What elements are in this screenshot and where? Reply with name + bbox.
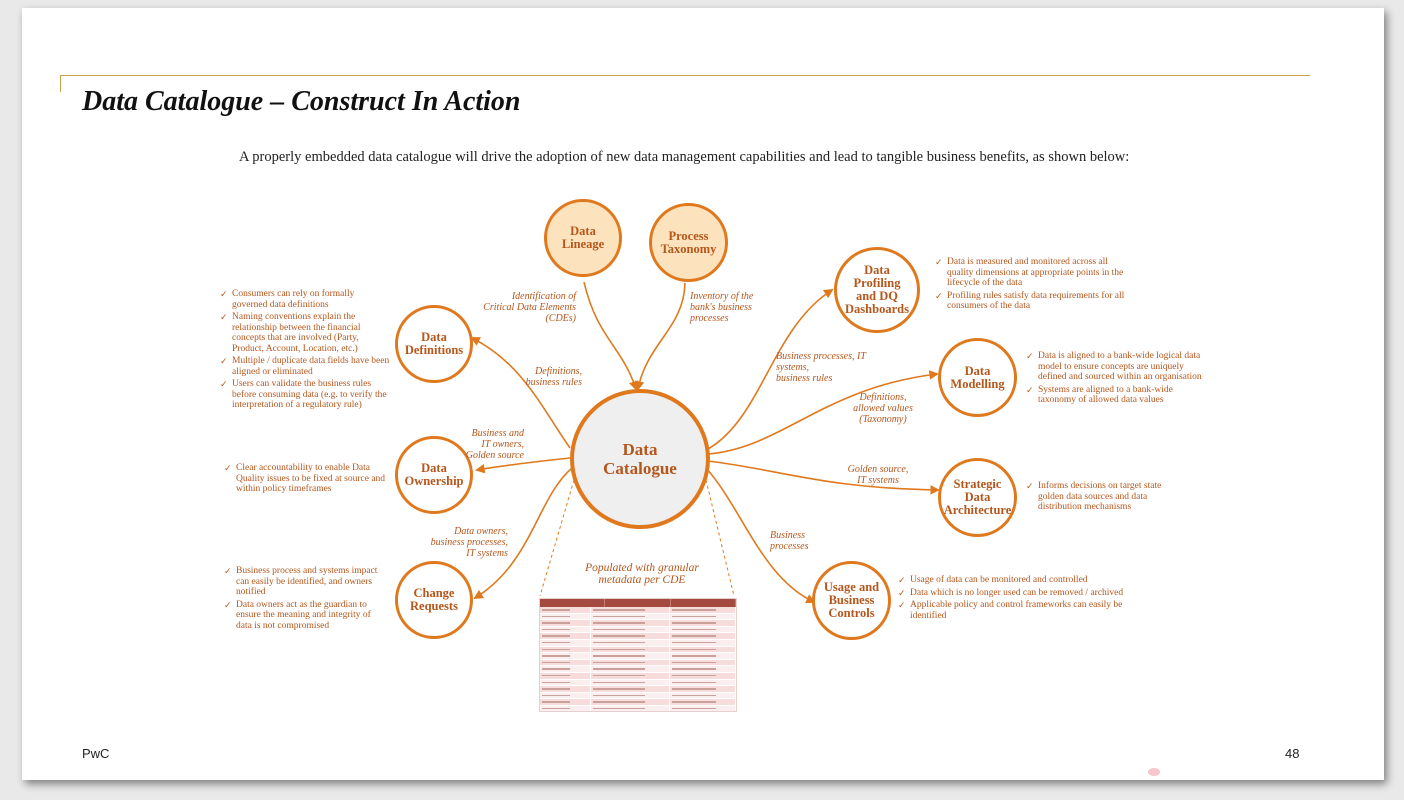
metadata-row — [540, 614, 736, 621]
connector-label-lineage: Identification of Critical Data Elements (CDEs) — [483, 291, 576, 324]
connector-label-architecture: Golden source, IT systems — [847, 464, 909, 486]
benefit-item: ✓ Data is measured and monitored across all quality dimensions at appropriate points in the lifecycle of the data — [935, 257, 1135, 289]
connector-label-ownership: Business and IT owners, Golden source — [465, 428, 524, 461]
node-data-modelling: Data Modelling — [938, 338, 1017, 417]
page-number: 48 — [1285, 746, 1300, 761]
node-data-definitions: Data Definitions — [395, 305, 473, 383]
metadata-row — [540, 660, 736, 667]
slide — [22, 8, 1384, 780]
connector-label-profiling: Business processes, IT systems, business rules — [776, 351, 866, 384]
benefit-item: ✓ Informs decisions on target state golden data sources and data distribution mechanisms — [1026, 481, 1186, 513]
metadata-table-thumbnail — [539, 598, 737, 712]
metadata-row — [540, 627, 736, 634]
benefits-architecture — [1026, 481, 1186, 515]
benefit-item: ✓ Users can validate the business rules before consuming data (e.g. to verify the interpretation of a regulatory rule) — [220, 379, 390, 411]
node-process-taxonomy: Process Taxonomy — [649, 203, 728, 282]
benefit-item: ✓ Clear accountability to enable Data Quality issues to be fixed at source and within policy timeframes — [224, 463, 386, 495]
metadata-caption: Populated with granular metadata per CDE — [585, 562, 699, 586]
benefits-definitions — [220, 289, 390, 413]
page-title: Data Catalogue – Construct In Action — [82, 86, 521, 117]
intro-text: A properly embedded data catalogue will drive the adoption of new data management capabilities and lead to tangible business benefits, as shown below: — [239, 149, 1130, 165]
connector-label-modelling: Definitions, allowed values (Taxonomy) — [853, 392, 913, 425]
metadata-row — [540, 647, 736, 654]
benefit-item: ✓ Consumers can rely on formally governed data definitions — [220, 289, 390, 310]
node-strategic-data-architecture: Strategic Data Architecture — [938, 458, 1017, 537]
benefits-usage — [898, 575, 1158, 623]
node-usage-business-controls: Usage and Business Controls — [812, 561, 891, 640]
node-data-ownership: Data Ownership — [395, 436, 473, 514]
metadata-row — [540, 706, 736, 712]
benefits-ownership — [224, 463, 386, 497]
metadata-row — [540, 653, 736, 660]
metadata-table-header — [540, 599, 736, 607]
benefit-item: ✓ Multiple / duplicate data fields have been aligned or eliminated — [220, 356, 390, 377]
footer-brand: PwC — [82, 746, 110, 761]
benefit-item: ✓ Applicable policy and control frameworks can easily be identified — [898, 600, 1158, 621]
connector-label-definitions: Definitions, business rules — [525, 366, 582, 388]
metadata-row — [540, 686, 736, 693]
benefit-item: ✓ Systems are aligned to a bank-wide taxonomy of allowed data values — [1026, 385, 1206, 406]
benefit-item: ✓ Usage of data can be monitored and controlled — [898, 575, 1158, 586]
metadata-row — [540, 633, 736, 640]
connector-label-change: Data owners, business processes, IT systems — [430, 526, 508, 559]
benefit-item: ✓ Business process and systems impact can easily be identified, and owners notified — [224, 566, 386, 598]
metadata-row — [540, 640, 736, 647]
metadata-row — [540, 620, 736, 627]
metadata-row — [540, 693, 736, 700]
metadata-row — [540, 666, 736, 673]
benefit-item: ✓ Data which is no longer used can be removed / archived — [898, 588, 1158, 599]
benefits-modelling — [1026, 351, 1206, 408]
benefit-item: ✓ Profiling rules satisfy data requirements for all consumers of the data — [935, 291, 1135, 312]
metadata-table-rows — [540, 607, 736, 712]
connector-label-usage: Business processes — [770, 530, 809, 552]
node-data-profiling: Data Profiling and DQ Dashboards — [834, 247, 920, 333]
decorative-dot — [1148, 768, 1160, 776]
metadata-row — [540, 680, 736, 687]
benefit-item: ✓ Naming conventions explain the relationship between the financial concepts that are involved (Party, Product, Account, Location, etc.) — [220, 312, 390, 354]
arrow-taxonomy — [638, 283, 685, 389]
node-change-requests: Change Requests — [395, 561, 473, 639]
benefit-item: ✓ Data is aligned to a bank-wide logical data model to ensure concepts are uniquely defined and sourced within an organisation — [1026, 351, 1206, 383]
benefit-item: ✓ Data owners act as the guardian to ensure the meaning and integrity of data is not compromised — [224, 600, 386, 632]
connector-label-taxonomy: Inventory of the bank's business processes — [690, 291, 754, 324]
arrow-lineage — [584, 282, 636, 389]
metadata-row — [540, 699, 736, 706]
benefits-profiling — [935, 257, 1135, 314]
node-data-lineage: Data Lineage — [544, 199, 622, 277]
metadata-row — [540, 607, 736, 614]
metadata-row — [540, 673, 736, 680]
benefits-change — [224, 566, 386, 633]
node-data-catalogue: Data Catalogue — [570, 389, 710, 529]
